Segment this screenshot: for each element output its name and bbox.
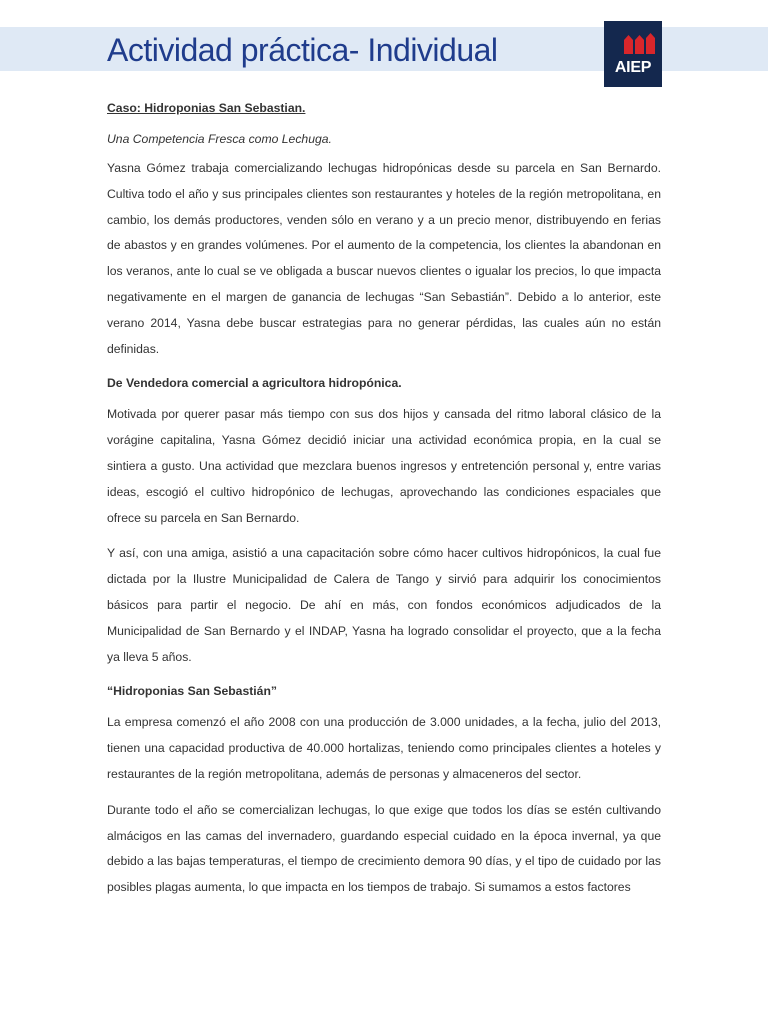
paragraph-year-round: Durante todo el año se comercializan lechugas, lo que exige que todos los días se estén cultivando almácigos en las camas del invernadero, guardando especial cuidado en la época invernal, ya que debido a las bajas temperaturas, el tiempo de crecimiento demora 90 días, y el tipo de cuidado por las posibles plagas aumenta, lo que impacta en los tiempos de trabajo. Si sumamos a estos factores <box>107 802 661 895</box>
paragraph-company: La empresa comenzó el año 2008 con una producción de 3.000 unidades, a la fecha, julio del 2013, tienen una capacidad productiva de 40.000 hortalizas, teniendo como principales clientes a hoteles y restaurantes de la región metropolitana, además de personas y almaceneros del sector. <box>107 715 661 781</box>
paragraph-training: Y así, con una amiga, asistió a una capacitación sobre cómo hacer cultivos hidropónicos, la cual fue dictada por la Ilustre Municipalidad de Calera de Tango y sirvió para adquirir los conocimientos básicos para partir el negocio. De ahí en más, con fondos económicos adjudicados de la Municipalidad de San Bernardo y el INDAP, Yasna ha logrado consolidar el proyecto, que a la fecha ya lleva 5 años. <box>107 546 661 664</box>
paragraph-intro: Yasna Gómez trabaja comercializando lechugas hidropónicas desde su parcela en San Bernardo. Cultiva todo el año y sus principales clientes son restaurantes y hoteles de la región metropolitana, en cambio, los demás productores, venden sólo en verano y a un precio menor, distribuyendo en ferias de abastos y en grandes volúmenes. Por el aumento de la competencia, los clientes la abandonan en los veranos, ante lo cual se ve obligada a buscar nuevos clientes o igualar los precios, lo que impacta negativamente en el margen de ganancia de lechugas “San Sebastián”. Debido a lo anterior, este verano 2014, Yasna debe buscar estrategias para no generar pérdidas, las cuales aún no están definidas. <box>107 161 661 356</box>
section-heading-company: “Hidroponias San Sebastián” <box>107 684 277 699</box>
section-heading-vendedora: De Vendedora comercial a agricultora hidropónica. <box>107 376 402 391</box>
paragraph-motivation: Motivada por querer pasar más tiempo con sus dos hijos y cansada del ritmo laboral clásico de la vorágine capitalina, Yasna Gómez decidió iniciar una actividad económica propia, en la cual se sintiera a gusto. Una actividad que mezclara buenos ingresos y entretención personal y, entre varias ideas, escogió el cultivo hidropónico de lechugas, aprovechando las condiciones espaciales que ofrece su parcela en San Bernardo. <box>107 407 661 525</box>
aiep-logo <box>604 21 662 87</box>
case-subtitle: Una Competencia Fresca como Lechuga. <box>107 132 332 146</box>
document-body <box>107 97 661 911</box>
page-title: Actividad práctica- Individual <box>107 32 498 68</box>
case-title: Caso: Hidroponias San Sebastian. <box>107 101 306 115</box>
logo-text: AIEP <box>614 59 652 76</box>
